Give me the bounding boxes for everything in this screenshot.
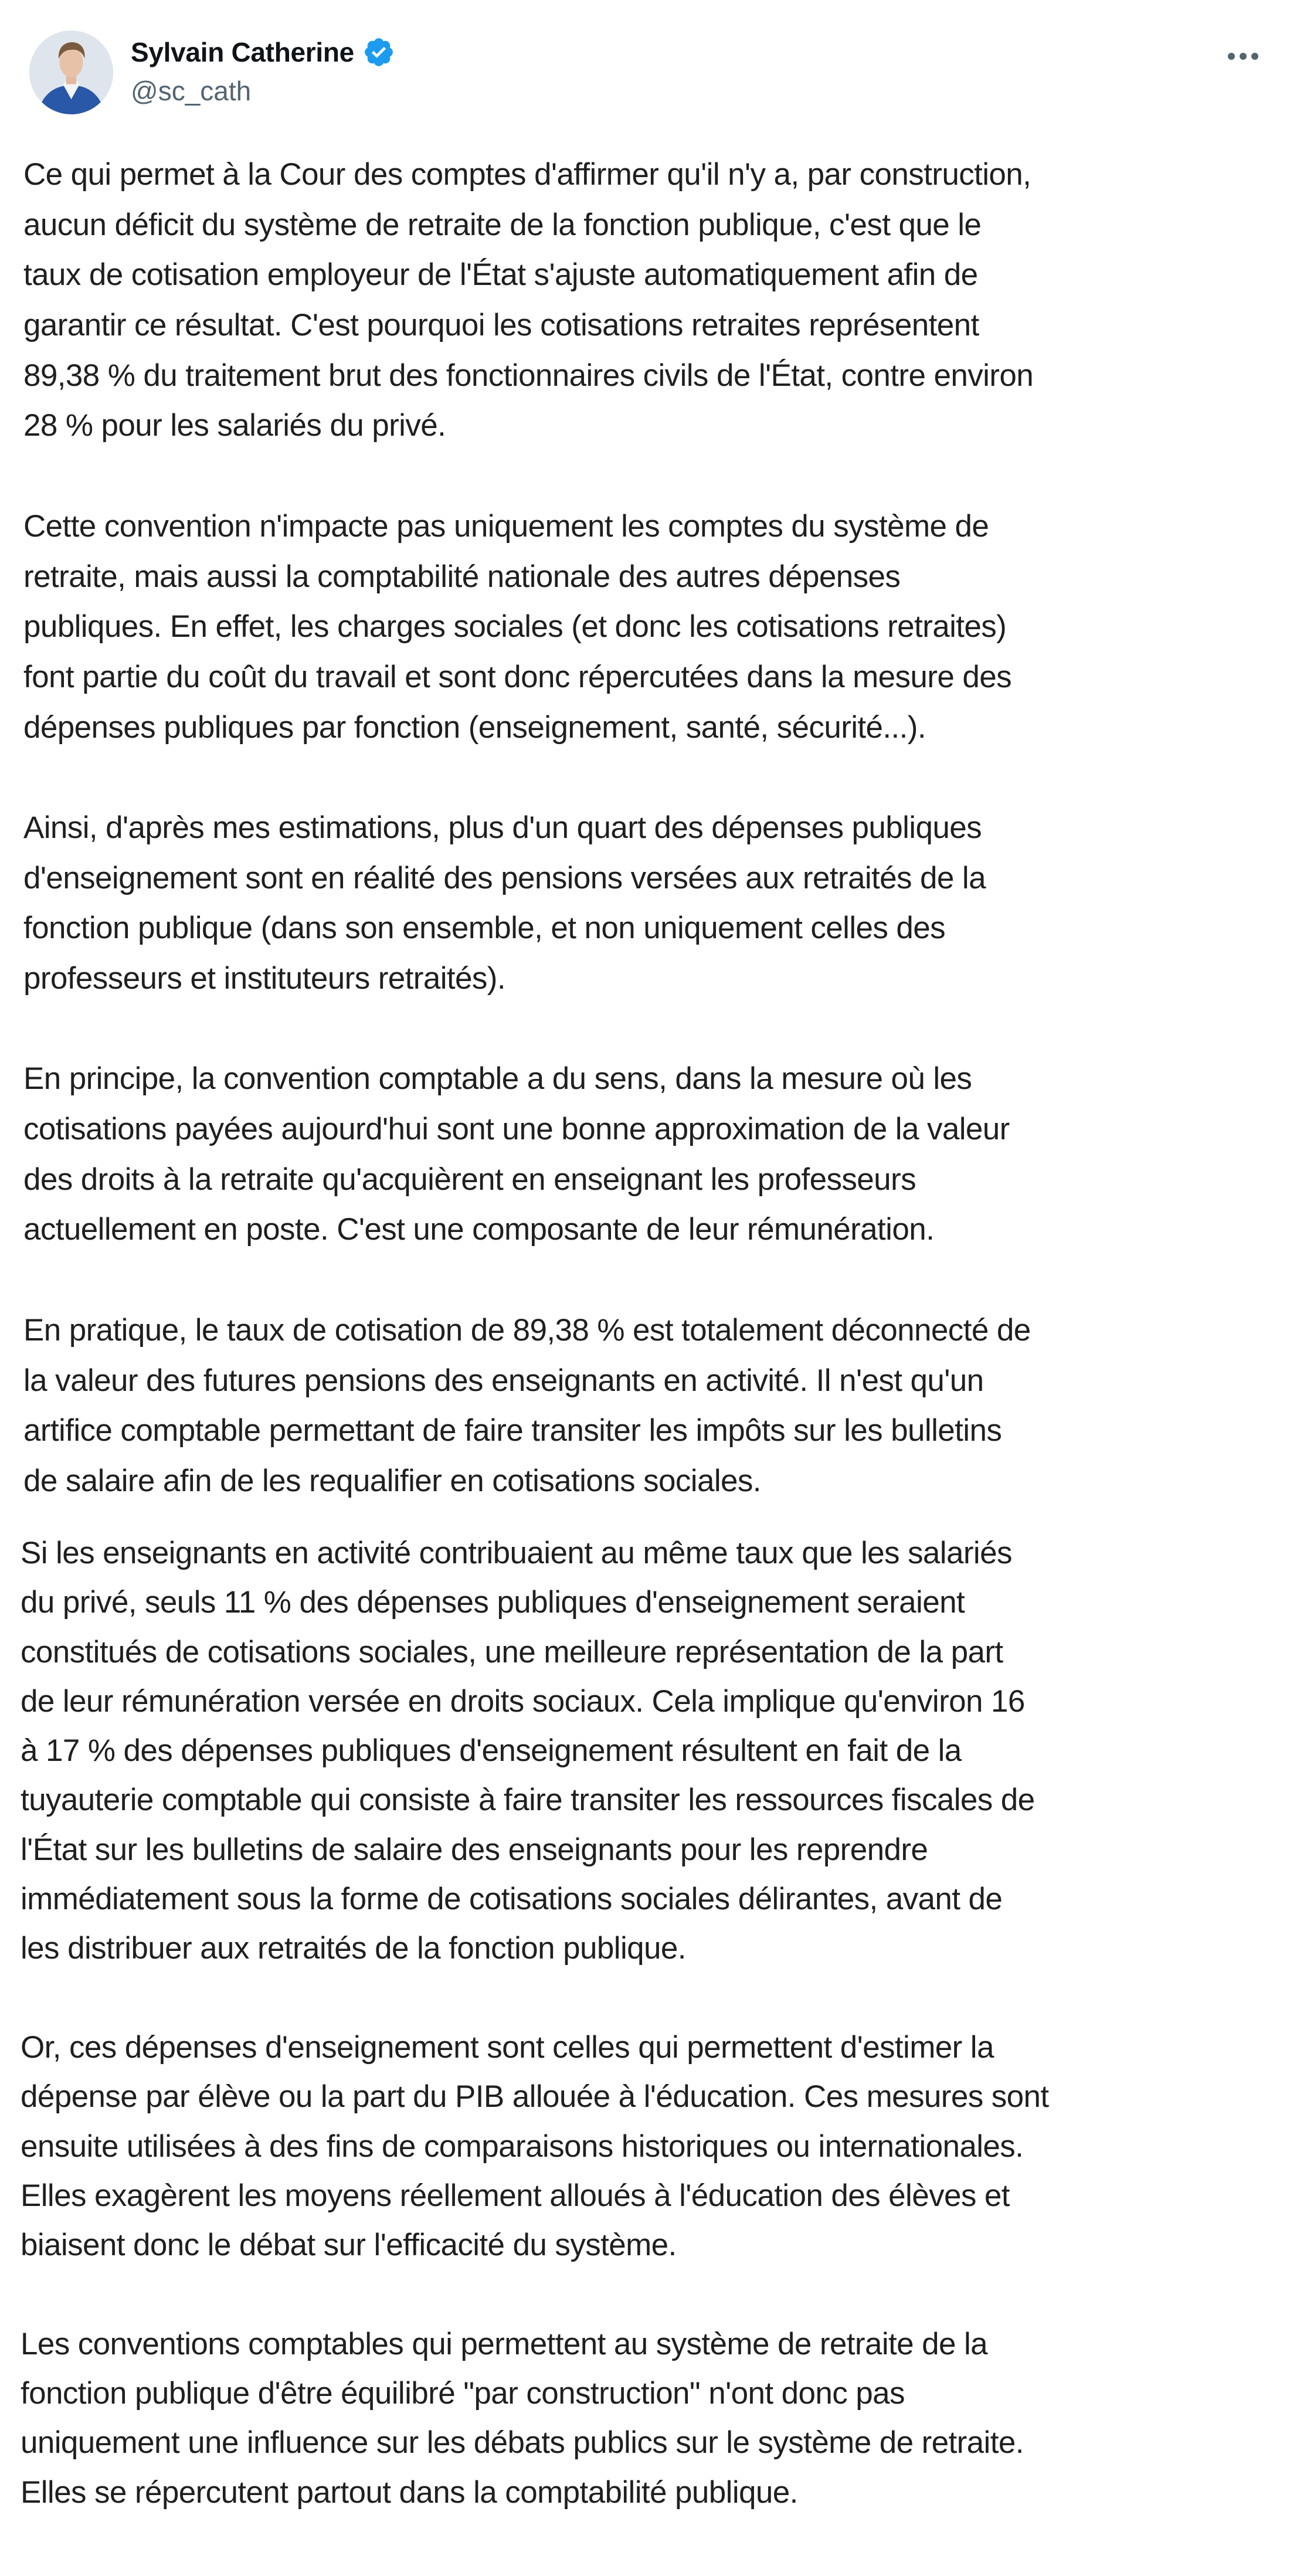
text-line: publiques. En effet, les charges sociales (et donc les cotisations retraites): [23, 609, 1007, 644]
paragraph-gap: [21, 2270, 1275, 2319]
name-row: [131, 34, 395, 70]
text-line: dépenses publiques par fonction (enseignement, santé, sécurité...).: [23, 710, 926, 745]
text-line: l'État sur les bulletins de salaire des enseignants pour les reprendre: [21, 1832, 928, 1867]
tweet-paragraph: [23, 1054, 1272, 1255]
text-line: Les conventions comptables qui permettent au système de retraite de la: [21, 2326, 988, 2361]
text-line: Si les enseignants en activité contribuaient au même taux que les salariés: [21, 1536, 1012, 1570]
verified-badge-icon: [362, 36, 395, 69]
profile-photo-icon: [29, 30, 113, 114]
tweet-text-block-1: [23, 150, 1272, 1506]
text-line: garantir ce résultat. C'est pourquoi les cotisations retraites représentent: [23, 308, 979, 343]
text-line: à 17 % des dépenses publiques d'enseignement résultent en fait de la: [21, 1733, 962, 1769]
display-name[interactable]: Sylvain Catherine: [131, 37, 354, 67]
text-line: taux de cotisation employeur de l'État s'ajuste automatiquement afin de: [23, 257, 978, 293]
text-line: dépense par élève ou la part du PIB allouée à l'éducation. Ces mesures sont: [21, 2079, 1049, 2115]
tweet-paragraph: [23, 1305, 1272, 1506]
text-line: retraite, mais aussi la comptabilité nationale des autres dépenses: [23, 559, 901, 594]
text-line: tuyauterie comptable qui consiste à faire transiter les ressources fiscales de: [21, 1783, 1035, 1818]
tweet-paragraph: [23, 803, 1272, 1004]
text-line: Cette convention n'impacte pas uniquement les comptes du système de: [23, 508, 989, 544]
tweet-paragraph: [21, 2320, 1275, 2517]
tweet-text-block-2: [21, 1529, 1275, 2517]
more-horizontal-icon-dot: [1251, 53, 1258, 60]
text-line: Ce qui permet à la Cour des comptes d'affirmer qu'il n'y a, par construction,: [23, 157, 1031, 192]
paragraph-gap: [23, 451, 1272, 501]
text-line: uniquement une influence sur les débats publics sur le système de retraite.: [21, 2425, 1024, 2460]
text-line: 89,38 % du traitement brut des fonctionnaires civils de l'État, contre environ: [23, 358, 1034, 393]
text-line: ensuite utilisées à des fins de comparaisons historiques ou internationales.: [21, 2129, 1024, 2164]
tweet-paragraph: [23, 150, 1272, 451]
paragraph-gap: [23, 752, 1272, 803]
text-line: constitués de cotisations sociales, une meilleure représentation de la part: [21, 1634, 1003, 1669]
text-line: actuellement en poste. C'est une composante de leur rémunération.: [23, 1212, 935, 1247]
text-line: de salaire afin de les requalifier en cotisations sociales.: [23, 1463, 761, 1498]
text-line: les distribuer aux retraités de la fonction publique.: [21, 1931, 686, 1966]
text-line: fonction publique d'être équilibré "par construction" n'ont donc pas: [21, 2376, 905, 2411]
paragraph-gap: [23, 1004, 1272, 1054]
text-line: artifice comptable permettant de faire transiter les impôts sur les bulletins: [23, 1413, 1002, 1448]
user-info: [131, 34, 395, 107]
paragraph-gap: [23, 1255, 1272, 1305]
text-line: la valeur des futures pensions des enseignants en activité. Il n'est qu'un: [23, 1363, 984, 1398]
text-line: Or, ces dépenses d'enseignement sont celles qui permettent d'estimer la: [21, 2029, 994, 2065]
text-line: Elles exagèrent les moyens réellement alloués à l'éducation des élèves et: [21, 2178, 1010, 2213]
text-line: Elles se répercutent partout dans la comptabilité publique.: [21, 2475, 798, 2510]
text-line: Ainsi, d'après mes estimations, plus d'un quart des dépenses publiques: [23, 810, 982, 845]
text-line: d'enseignement sont en réalité des pensions versées aux retraités de la: [23, 860, 986, 895]
tweet-paragraph: [21, 1529, 1275, 1974]
user-handle[interactable]: @sc_cath: [131, 76, 252, 106]
text-line: fonction publique (dans son ensemble, et non uniquement celles des: [23, 911, 946, 946]
text-line: biaisent donc le débat sur l'efficacité du système.: [21, 2228, 677, 2263]
text-line: En principe, la convention comptable a du sens, dans la mesure où les: [23, 1061, 972, 1097]
paragraph-gap: [21, 1974, 1275, 2023]
text-line: immédiatement sous la forme de cotisations sociales délirantes, avant de: [21, 1882, 1003, 1917]
text-line: font partie du coût du travail et sont donc répercutées dans la mesure des: [23, 659, 1012, 694]
text-line: 28 % pour les salariés du privé.: [23, 408, 446, 443]
more-horizontal-icon: [1228, 53, 1235, 60]
tweet-paragraph: [21, 2023, 1275, 2270]
text-line: du privé, seuls 11 % des dépenses publiques d'enseignement seraient: [21, 1585, 965, 1620]
more-options-button[interactable]: [1220, 39, 1267, 74]
more-horizontal-icon-dot: [1240, 53, 1247, 60]
text-line: professeurs et instituteurs retraités).: [23, 961, 505, 996]
avatar[interactable]: [29, 30, 113, 114]
tweet-header: [29, 30, 1267, 116]
text-line: En pratique, le taux de cotisation de 89,38 % est totalement déconnecté de: [23, 1312, 1031, 1348]
text-line: des droits à la retraite qu'acquièrent en enseignant les professeurs: [23, 1162, 916, 1197]
tweet-paragraph: [23, 501, 1272, 752]
text-line: cotisations payées aujourd'hui sont une bonne approximation de la valeur: [23, 1112, 1010, 1147]
text-line: aucun déficit du système de retraite de la fonction publique, c'est que le: [23, 207, 982, 242]
text-line: de leur rémunération versée en droits sociaux. Cela implique qu'environ 16: [21, 1684, 1025, 1719]
